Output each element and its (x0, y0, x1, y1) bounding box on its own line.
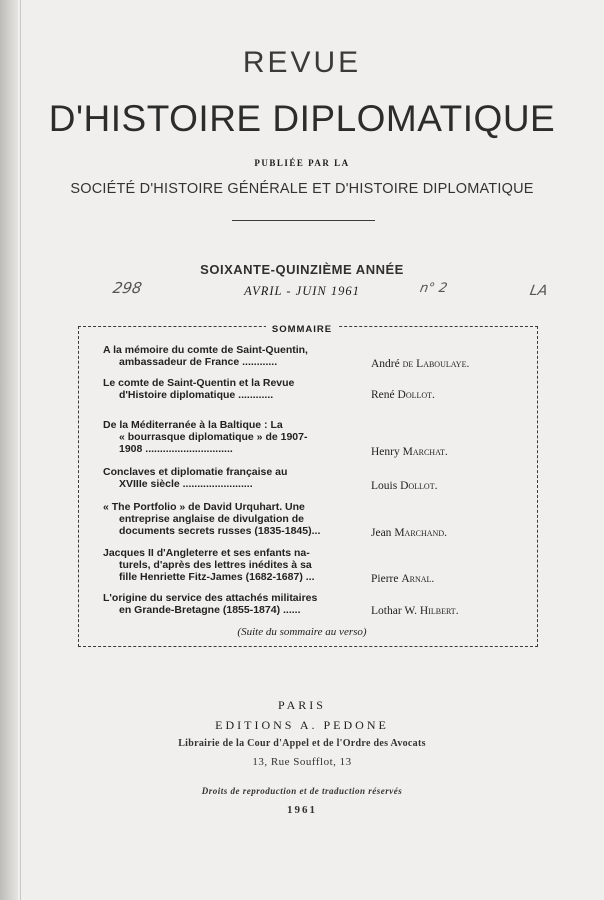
publisher-address: 13, Rue Soufflot, 13 (252, 756, 352, 768)
toc-entry-title-line: A la mémoire du comte de Saint-Quentin, (103, 344, 308, 356)
toc-entry-title-line: fille Henriette Fitz-James (1682-1687) ... (119, 571, 315, 583)
toc-entry-author (371, 359, 469, 370)
author-last-name: Dollot. (397, 389, 435, 401)
title-divider (232, 220, 375, 221)
toc-entry-author (371, 606, 459, 617)
author-first-name: Jean (371, 527, 395, 539)
toc-entry-title-line: « The Portfolio » de David Urquhart. Une (103, 501, 305, 513)
volume-year: SOIXANTE-QUINZIÈME ANNÉE (200, 262, 404, 277)
issue-date: AVRIL - JUIN 1961 (244, 284, 360, 298)
author-first-name: Henry (371, 446, 403, 458)
toc-entry-title-line: ambassadeur de France ............ (119, 356, 278, 368)
journal-title-line1: REVUE (242, 46, 362, 79)
toc-entry-author (371, 481, 437, 492)
toc-entry-author (371, 574, 434, 585)
toc-entry-title-line: Jacques II d'Angleterre et ses enfants na- (103, 547, 310, 559)
published-by-label: PUBLIÉE PAR LA (254, 158, 350, 168)
toc-entry-title-line: 1908 .............................. (119, 443, 233, 455)
author-first-name: Louis (371, 480, 401, 492)
toc-entry-author (371, 390, 435, 401)
toc-entry-title-line: « bourrasque diplomatique » de 1907- (119, 431, 308, 443)
toc-entry-title-line: Conclaves et diplomatie française au (103, 466, 288, 478)
toc-continued-note: (Suite du sommaire au verso) (237, 626, 367, 638)
journal-title-line2: D'HISTOIRE DIPLOMATIQUE (48, 98, 556, 139)
author-last-name: Dollot. (400, 480, 438, 492)
author-first-name: Lothar W. (371, 605, 420, 617)
toc-entry-title-line: en Grande-Bretagne (1855-1874) ...... (119, 604, 301, 616)
author-last-name: Arnal. (401, 573, 435, 585)
toc-entry-title-line: turels, d'après des lettres inédites à sa (119, 559, 312, 571)
toc-entry-title-line: entreprise anglaise de divulgation de (119, 513, 304, 525)
author-first-name: Pierre (371, 573, 402, 585)
toc-entry-author (371, 528, 447, 539)
publication-year: 1961 (287, 804, 317, 816)
toc-heading (0, 319, 604, 337)
toc-heading-label: SOMMAIRE (266, 324, 338, 335)
toc-entry-title-line: documents secrets russes (1835-1845)... (119, 525, 321, 537)
publisher-description: Librairie de la Cour d'Appel et de l'Ordre des Avocats (178, 738, 426, 749)
author-last-name: Marchand. (394, 527, 447, 539)
toc-entry-title-line: De la Méditerranée à la Baltique : La (103, 419, 283, 431)
toc-entry-title-line: Le comte de Saint-Quentin et la Revue (103, 377, 295, 389)
publisher-city: PARIS (278, 698, 326, 712)
author-first-name: André (371, 358, 403, 370)
society-name: SOCIÉTÉ D'HISTOIRE GÉNÉRALE ET D'HISTOIRE DIPLOMATIQUE (70, 181, 534, 197)
rights-notice: Droits de reproduction et de traduction réservés (201, 786, 403, 796)
author-first-name: René (371, 389, 398, 401)
author-last-name: de Laboulaye. (402, 358, 470, 370)
toc-entry-title-line: d'Histoire diplomatique ............ (119, 389, 274, 401)
publisher-name: EDITIONS A. PEDONE (215, 718, 389, 732)
author-last-name: Marchat. (402, 446, 448, 458)
toc-entry-title-line: XVIIIe siècle ........................ (119, 478, 253, 490)
toc-entry-title-line: L'origine du service des attachés militaires (103, 592, 318, 604)
handwritten-note-right: LA (528, 283, 549, 299)
author-last-name: Hilbert. (419, 605, 459, 617)
toc-entry-author (371, 447, 448, 458)
handwritten-note-middle: n° 2 (418, 281, 449, 296)
handwritten-note-left: 298 (111, 279, 144, 297)
